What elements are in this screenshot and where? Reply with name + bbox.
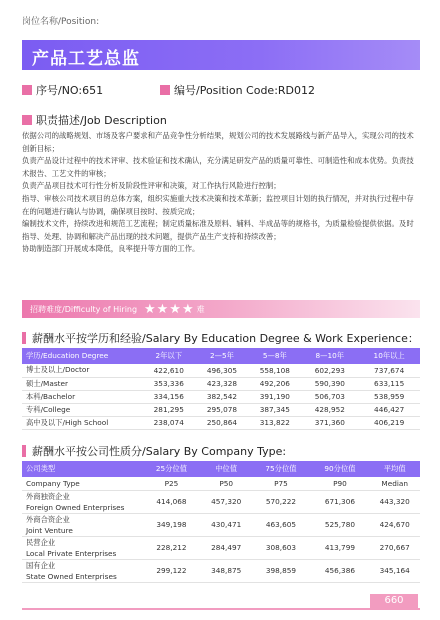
table-cell: 671,306 [310, 490, 369, 513]
table-cell: 387,345 [248, 403, 301, 416]
table-cell: 570,222 [252, 490, 311, 513]
company-name-cn: 国有企业 [26, 560, 56, 570]
column-header: 10年以上 [358, 348, 420, 364]
table-cell: 423,328 [196, 377, 249, 390]
info-code [160, 82, 315, 98]
table-cell: 406,219 [358, 416, 420, 429]
column-header: 25分位值 [142, 461, 201, 477]
table-row [22, 490, 420, 513]
column-header: 中位值 [201, 461, 252, 477]
table-cell: P25 [142, 477, 201, 490]
table-cell: 281,295 [142, 403, 196, 416]
column-header: 2—5年 [196, 348, 249, 364]
table-row [22, 513, 420, 536]
education-title: 薪酬水平按学历和经验/Salary By Education Degree & Work Experience： [32, 332, 419, 345]
table-cell: 295,078 [196, 403, 249, 416]
company-name-en: Joint Venture [26, 525, 73, 535]
table-cell: 299,122 [142, 559, 201, 582]
table-cell: P50 [201, 477, 252, 490]
table-cell: 270,667 [369, 536, 420, 559]
desc-line: 协助制造部门开展成本降低，良率提升等方面的工作。 [22, 244, 200, 254]
job-description-title: 职责描述/Job Description [36, 114, 167, 127]
page-number-badge: 660 [370, 594, 418, 608]
job-description-text [22, 130, 420, 256]
table-cell: 本科/Bachelor [22, 390, 142, 403]
footer-divider [22, 608, 420, 610]
company-name-cn: 外商合资企业 [26, 514, 70, 524]
table-cell: 506,703 [301, 390, 358, 403]
table-cell: 492,206 [248, 377, 301, 390]
star-rating-icon: ★★★★ [144, 301, 195, 317]
section-bar-icon [22, 332, 26, 344]
company-heading [22, 443, 286, 459]
company-salary-table [22, 461, 420, 583]
table-cell: 308,603 [252, 536, 311, 559]
square-marker-icon [22, 85, 32, 95]
desc-line: 负责产品设计过程中的技术评审、技术验证和技术确认，充分满足研发产品的质量可靠性、可制造性和成本优势。负责技 [22, 156, 414, 166]
table-cell: 专科/College [22, 403, 142, 416]
column-header: 5—8年 [248, 348, 301, 364]
column-header: 75分位值 [252, 461, 311, 477]
table-cell: P90 [310, 477, 369, 490]
table-cell: 424,670 [369, 513, 420, 536]
desc-line: 依据公司的战略规划、市场及客户要求和产品竞争性分析结果，规划公司的技术发展路线与新产品导入，实现公司的技术 [22, 131, 414, 140]
company-title: 薪酬水平按公司性质分/Salary By Company Type: [32, 445, 287, 458]
table-cell: 413,799 [310, 536, 369, 559]
company-name-cn: 外商独资企业 [26, 491, 70, 501]
info-number [22, 82, 103, 98]
table-row [22, 559, 420, 582]
company-name-en: State Owned Enterprises [26, 571, 117, 581]
table-cell: 414,068 [142, 490, 201, 513]
table-cell: 463,605 [252, 513, 311, 536]
table-cell: P75 [252, 477, 311, 490]
table-cell: 457,320 [201, 490, 252, 513]
company-name-cn: 民营企业 [26, 537, 56, 547]
table-cell: 371,360 [301, 416, 358, 429]
column-header: 公司类型 [22, 461, 142, 477]
desc-line: 负责产品项目技术可行性分析及阶段性评审和决策，对工作执行风险进行控制； [22, 181, 281, 191]
table-row [22, 403, 420, 416]
table-cell: 238,074 [142, 416, 196, 429]
table-cell: 446,427 [358, 403, 420, 416]
table-row [22, 416, 420, 429]
company-name-en: Foreign Owned Enterprises [26, 502, 125, 512]
position-label: 岗位名称/Position: [22, 17, 100, 27]
table-cell: 348,875 [201, 559, 252, 582]
table-cell: 349,198 [142, 513, 201, 536]
desc-line: 术报告、工艺文件的审核； [22, 168, 111, 178]
difficulty-level: 难 [196, 304, 205, 314]
table-cell: 496,305 [196, 364, 249, 377]
table-cell: 345,164 [369, 559, 420, 582]
company-type-cell [22, 559, 142, 582]
table-row [22, 390, 420, 403]
table-cell: 382,542 [196, 390, 249, 403]
desc-line: 指导、处理、协调和解决产品出现的技术问题，提供产品生产支持和持续改善； [22, 231, 281, 241]
desc-line: 在的问题进行确认与协调，确保项目按时、按质完成； [22, 206, 200, 216]
company-type-cell [22, 490, 142, 513]
table-cell: 398,859 [252, 559, 311, 582]
table-cell: 228,212 [142, 536, 201, 559]
column-header: 平均值 [369, 461, 420, 477]
table-cell: 334,156 [142, 390, 196, 403]
difficulty-label: 招聘难度/Difficulty of Hiring [30, 304, 138, 314]
table-cell: 558,108 [248, 364, 301, 377]
title-banner [22, 40, 420, 70]
company-name-en: Local Private Enterprises [26, 548, 117, 558]
table-cell: 284,497 [201, 536, 252, 559]
table-cell: 391,190 [248, 390, 301, 403]
position-code: 编号/Position Code:RD012 [174, 84, 316, 97]
company-type-cell [22, 513, 142, 536]
table-cell: 443,320 [369, 490, 420, 513]
position-number: 序号/NO:651 [36, 84, 104, 97]
table-row [22, 536, 420, 559]
table-subheader-row [22, 477, 420, 490]
square-marker-icon [160, 85, 170, 95]
table-cell: 250,864 [196, 416, 249, 429]
table-header-row [22, 461, 420, 477]
table-cell: 456,386 [310, 559, 369, 582]
table-cell: 高中及以下/High School [22, 416, 142, 429]
table-cell: 422,610 [142, 364, 196, 377]
table-cell: 430,471 [201, 513, 252, 536]
table-header-row [22, 348, 420, 364]
table-cell: 737,674 [358, 364, 420, 377]
table-cell: 602,293 [301, 364, 358, 377]
column-header: 2年以下 [142, 348, 196, 364]
table-cell: 538,959 [358, 390, 420, 403]
table-cell: 硕士/Master [22, 377, 142, 390]
table-cell: 525,780 [310, 513, 369, 536]
column-header: 学历/Education Degree [22, 348, 142, 364]
table-cell: 313,822 [248, 416, 301, 429]
education-heading [22, 330, 419, 346]
table-cell: 633,115 [358, 377, 420, 390]
table-cell: 博士及以上/Doctor [22, 364, 142, 377]
education-salary-table [22, 348, 420, 430]
difficulty-banner [22, 300, 420, 318]
page-title: 产品工艺总监 [32, 49, 140, 69]
desc-line: 创新目标； [22, 143, 59, 153]
section-bar-icon [22, 115, 32, 125]
company-type-cell [22, 536, 142, 559]
table-cell: 590,390 [301, 377, 358, 390]
desc-line: 编制技术文件，持续改进和规范工艺流程；制定质量标准及原料、辅料、半成品等的规格书，为质量检验提供依据。及时 [22, 219, 414, 229]
desc-line: 指导、审核公司技术项目的总体方案，组织实施重大技术决策和技术革新；监控项目计划的执行情况，并对执行过程中存 [22, 193, 414, 203]
table-row [22, 364, 420, 377]
table-cell: Median [369, 477, 420, 490]
table-cell: 353,336 [142, 377, 196, 390]
table-row [22, 377, 420, 390]
job-description-heading [22, 112, 167, 128]
column-header: 8—10年 [301, 348, 358, 364]
column-header: 90分位值 [310, 461, 369, 477]
section-bar-icon [22, 445, 26, 457]
table-cell: 428,952 [301, 403, 358, 416]
table-cell: Company Type [22, 477, 142, 490]
